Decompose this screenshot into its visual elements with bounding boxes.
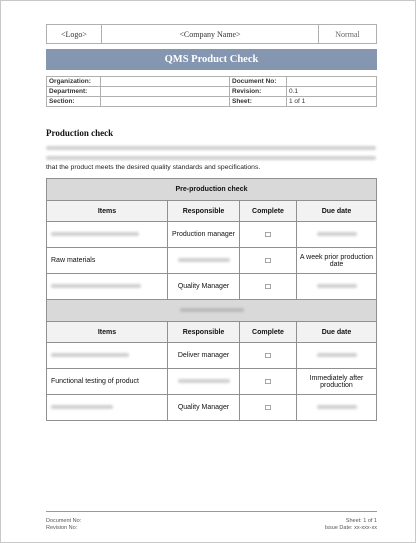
style-label: Normal [319, 25, 377, 44]
complete-checkbox[interactable]: ☐ [240, 369, 297, 395]
document-header [46, 24, 377, 44]
responsible-cell: Quality Manager [168, 395, 240, 421]
footer-right [325, 518, 377, 532]
blurred-item [47, 222, 168, 248]
blurred-responsible [168, 248, 240, 274]
blurred-responsible [168, 369, 240, 395]
table-row [47, 274, 377, 300]
footer-revision-no: Revision No: [46, 525, 78, 531]
blurred-text-line [46, 146, 376, 150]
metadata-table [46, 76, 377, 107]
footer-sheet: Sheet: 1 of 1 [345, 518, 377, 524]
col-header-items: Items [47, 322, 168, 343]
section-label: Section: [47, 97, 101, 107]
col-header-complete: Complete [240, 201, 297, 222]
blurred-item [47, 395, 168, 421]
document-footer [46, 511, 377, 531]
blurred-text-line [46, 156, 376, 160]
due-date-cell: Immediately after production [297, 369, 377, 395]
sheet-value: 1 of 1 [287, 97, 377, 107]
responsible-cell: Quality Manager [168, 274, 240, 300]
document-title: QMS Product Check [46, 49, 377, 70]
responsible-cell: Deliver manager [168, 343, 240, 369]
col-header-due-date: Due date [297, 322, 377, 343]
table-row [47, 395, 377, 421]
item-cell: Functional testing of product [47, 369, 168, 395]
production-check-table [46, 178, 377, 421]
blurred-item [47, 274, 168, 300]
intro-text: that the product meets the desired quality standards and specifications. [46, 164, 261, 171]
col-header-complete: Complete [240, 322, 297, 343]
footer-issue-date: Issue Date: xx-xxx-xx [324, 525, 377, 531]
blurred-due-date [297, 395, 377, 421]
complete-checkbox[interactable]: ☐ [240, 222, 297, 248]
department-label: Department: [47, 87, 101, 97]
document-no-label: Document No: [230, 77, 287, 87]
col-header-responsible: Responsible [168, 322, 240, 343]
footer-document-no: Document No: [46, 518, 82, 524]
col-header-due-date: Due date [297, 201, 377, 222]
complete-checkbox[interactable]: ☐ [240, 395, 297, 421]
col-header-responsible: Responsible [168, 201, 240, 222]
organization-label: Organization: [47, 77, 101, 87]
logo-placeholder: <Logo> [47, 25, 102, 44]
table-row [47, 222, 377, 248]
blurred-due-date [297, 274, 377, 300]
section-value [101, 97, 230, 107]
blurred-item [47, 343, 168, 369]
table-row [47, 248, 377, 274]
complete-checkbox[interactable]: ☐ [240, 274, 297, 300]
col-header-items: Items [47, 201, 168, 222]
blurred-due-date [297, 222, 377, 248]
item-cell: Raw materials [47, 248, 168, 274]
footer-left [46, 518, 81, 532]
table-row [47, 369, 377, 395]
blurred-due-date [297, 343, 377, 369]
document-no-value [287, 77, 377, 87]
organization-value [101, 77, 230, 87]
sheet-label: Sheet: [230, 97, 287, 107]
complete-checkbox[interactable]: ☐ [240, 343, 297, 369]
department-value [101, 87, 230, 97]
table-row [47, 343, 377, 369]
section-heading: Production check [46, 128, 114, 138]
revision-value: 0.1 [287, 87, 377, 97]
complete-checkbox[interactable]: ☐ [240, 248, 297, 274]
post-production-title-blurred [47, 300, 377, 322]
company-name: <Company Name> [102, 25, 319, 44]
due-date-cell: A week prior production date [297, 248, 377, 274]
revision-label: Revision: [230, 87, 287, 97]
pre-production-title: Pre-production check [47, 179, 377, 201]
responsible-cell: Production manager [168, 222, 240, 248]
